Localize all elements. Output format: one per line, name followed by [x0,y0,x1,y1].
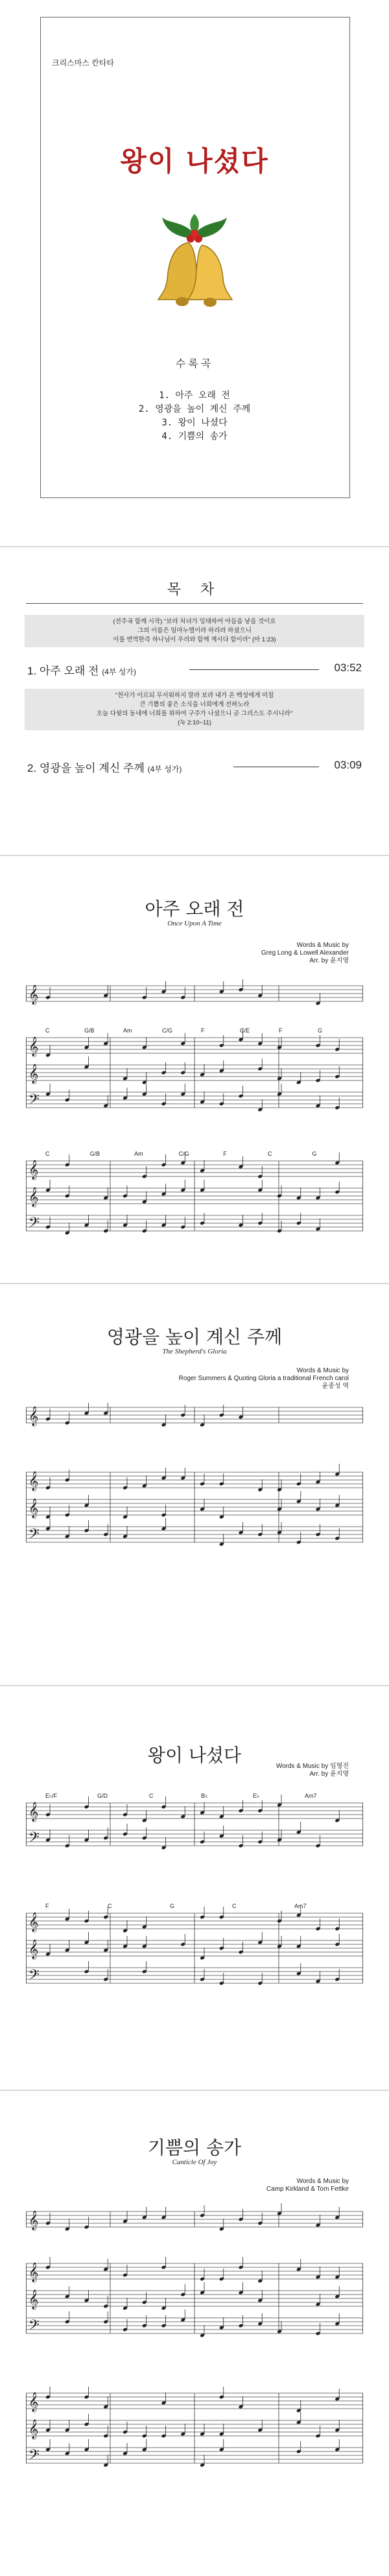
clef-icon: 𝄞 [29,1499,39,1518]
toc-entry[interactable] [27,759,362,775]
clef-icon: 𝄢 [29,1526,40,1545]
chord-symbol: C/G [162,1027,173,1034]
clef-icon: 𝄞 [29,1037,39,1056]
toc-rule [26,603,363,604]
clef-icon: 𝄞 [29,1940,39,1959]
verse-line: 오늘 다윗의 동네에 너희를 위하여 구주가 나셨으니 곧 그리스도 주시니라" [96,710,293,717]
toc-entry[interactable] [27,662,362,678]
chord-symbol: G [170,1903,175,1909]
contents-item: 3. 왕이 나셨다 [161,418,228,428]
song-subtitle: Canticle Of Joy [172,2158,217,2166]
song-title: 왕이 나셨다 [147,1745,242,1766]
page-separator [0,1283,389,1284]
clef-icon: 𝄞 [29,1187,39,1207]
clef-icon: 𝄞 [29,985,39,1005]
clef-icon: 𝄞 [29,2263,39,2282]
verse-box [25,615,364,647]
credit-line: Arr. by 윤지영 [309,957,349,964]
clef-icon: 𝄢 [29,1091,40,1111]
music-system [26,1464,363,1546]
song-title: 아주 오래 전 [145,898,244,920]
chord-symbol: F [45,1903,49,1909]
credit-line: Roger Summers & Quoting Gloria a traditional French carol [178,1375,349,1382]
music-system [26,1027,363,1112]
clef-icon: 𝄞 [29,1064,39,1084]
chord-symbol: Am7 [294,1903,307,1909]
toc-entry-title: 2. 영광을 높이 계신 주께 [27,762,145,774]
clef-icon: 𝄞 [29,1802,39,1822]
chord-symbol: Am [134,1151,143,1157]
song-credit [276,1763,349,1778]
credit-line: Greg Long & Lowell Alexander [261,949,349,957]
contents-list [0,389,389,444]
clef-icon: 𝄢 [29,1215,40,1234]
chord-symbol: E♭ [253,1793,260,1799]
music-system [26,1903,363,1986]
chord-symbol: G [312,1151,317,1157]
toc-entry-title: 1. 아주 오래 전 [27,665,99,677]
chord-symbol: B♭ [201,1793,208,1799]
chord-symbol: Am7 [305,1793,317,1799]
toc-leader-line [189,669,319,670]
clef-icon: 𝄞 [29,2392,39,2412]
christmas-bells-icon [149,214,240,324]
chord-symbol: C [232,1903,237,1909]
clef-icon: 𝄞 [29,1472,39,1491]
chord-symbol: G [318,1027,323,1034]
toc-title: 목 차 [167,581,222,597]
chord-symbol: C [108,1903,112,1909]
verse-box [25,689,364,730]
contents-item: 2. 영광을 높이 계신 주께 [138,404,251,414]
clef-icon: 𝄞 [29,1160,39,1180]
clef-icon: 𝄢 [29,1830,40,1849]
credit-line: 윤종성 역 [322,1383,349,1390]
chord-symbol: Am [123,1027,132,1034]
page-separator [0,546,389,547]
page-separator [0,2090,389,2091]
toc-entry-note: (4부 성가) [102,667,136,676]
verse-line: 이를 번역한즉 하나님이 우리와 함께 계시다 함이라" (마 1:23) [113,636,276,643]
credit-line: Words & Music by [296,942,349,949]
cover-title: 왕이 나셨다 [120,145,269,177]
sheet-music-score [26,966,363,1258]
cover-label: 크리스마스 칸타타 [52,58,115,67]
chord-symbol: C [267,1151,272,1157]
chord-symbol: G/D [97,1793,108,1799]
credit-line: Words & Music by [296,1367,349,1374]
song-title: 기쁨의 송가 [147,2137,242,2158]
chord-symbol: G/B [84,1027,95,1034]
chord-symbol: F [223,1151,227,1157]
chord-symbol: E♭/F [45,1793,58,1799]
music-system [26,2387,363,2467]
contents-heading: 수록곡 [175,359,214,370]
credit-line: Arr. by 윤지영 [309,1771,349,1778]
clef-icon: 𝄞 [29,2290,39,2309]
cover-page [0,0,389,538]
toc-entry-time: 03:52 [334,662,362,674]
verse-line: (전주곡 함께 시작) "보라 처녀가 잉태하여 아들을 낳을 것이요 [113,618,276,625]
clef-icon: 𝄞 [29,2211,39,2230]
toc-entry-note: (4부 성가) [147,765,182,774]
credit-line: Camp Kirkland & Tom Fettke [266,2186,349,2193]
chord-symbol: C/E [240,1027,250,1034]
music-system [26,1793,363,1850]
chord-symbol: F [201,1027,205,1034]
chord-symbol: F [279,1027,283,1034]
clef-icon: 𝄞 [29,1913,39,1932]
chord-symbol: G/B [89,1151,100,1157]
sheet-music-score [26,2199,363,2562]
clef-icon: 𝄢 [29,2317,40,2337]
toc-entry-time: 03:09 [334,759,362,771]
music-system [26,2257,363,2337]
song-credit [179,1367,349,1390]
credit-line: Words & Music by [296,2178,349,2185]
clef-icon: 𝄞 [29,1407,39,1426]
clef-icon: 𝄢 [29,2447,40,2466]
clef-icon: 𝄞 [29,2420,39,2439]
verse-line: "천사가 이르되 무서워하지 말라 보라 내가 온 백성에게 미칠 [115,692,274,699]
music-system [26,2203,363,2231]
sheet-music-score [26,1783,363,2069]
song-credit [261,942,349,965]
music-system [26,1403,363,1427]
chord-symbol: C/G [178,1151,189,1157]
song-title: 영광을 높이 계신 주께 [106,1326,283,1348]
chord-symbol: C [45,1027,50,1034]
music-system [26,1151,363,1235]
verse-line: 그의 이름은 임마누엘이라 하리라 하셨으니 [137,627,252,634]
contents-item: 1. 아주 오래 전 [159,390,230,401]
song-credit [266,2178,349,2193]
verse-line: 큰 기쁨의 좋은 소식을 너희에게 전하노라 [139,701,250,708]
chord-symbol: C [45,1151,50,1157]
verse-line: (눅 2:10~11) [177,719,212,726]
clef-icon: 𝄢 [29,1967,40,1986]
music-system [26,979,363,1005]
page-separator [0,855,389,856]
chord-symbol: C [149,1793,154,1799]
contents-item: 4. 기쁨의 송가 [161,431,228,442]
credit-line: Words & Music by 임형진 [276,1763,349,1770]
song-subtitle: Once Upon A Time [167,920,222,927]
sheet-music-score [26,1394,363,1641]
page-separator [0,1685,389,1686]
song-subtitle: The Shepherd's Gloria [162,1348,227,1355]
